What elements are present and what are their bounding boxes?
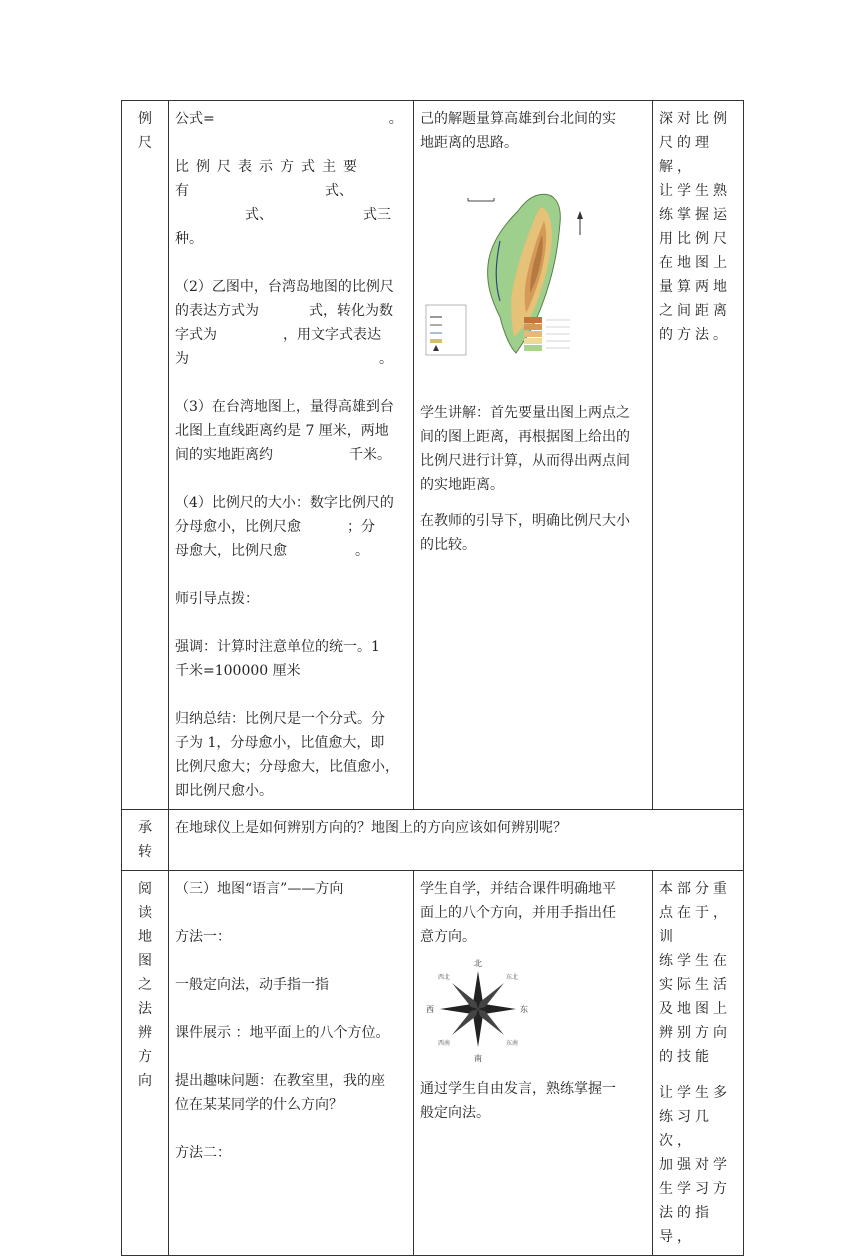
guide-line-2: 的比较。 [420,537,476,553]
method-two: 方法二： [175,1145,231,1161]
section-title: （三）地图“语言”——方向 [175,881,344,897]
q3-line-3: 间的实地距离约 千米。 [175,447,391,463]
q3-line-1: （3）在台湾地图上，量得高雄到台 [175,399,394,415]
compass-west-label: 西 [426,1005,434,1014]
design-intent-cell [653,871,744,1256]
summary-line-4: 即比例尺愈小。 [175,783,273,799]
compass-southwest-label: 西南 [437,1040,451,1047]
compass-northeast-label: 东北 [505,974,519,981]
self-study-line-1: 学生自学，并结合课件明确地平 [420,881,616,897]
types-line-1: 比例尺表示方式主要 [175,159,364,175]
row-label-cell [122,810,169,871]
q4-line-3: 母愈大，比例尺愈 。 [175,543,369,559]
table-row-scale [122,101,744,810]
taiwan-map-figure [420,177,620,377]
lesson-plan-table [121,100,744,1256]
student-activity-cell [414,101,653,810]
row-label-direction: 阅 读 地 图 之 法 辨 方 向 [138,881,152,1089]
question-line-2: 位在某某同学的什么方向？ [175,1097,343,1113]
free-speech-line-2: 般定向法。 [420,1105,490,1121]
taiwan-map-image [420,177,620,377]
explain-line-2: 间的图上距离，再根据图上给出的 [420,429,630,445]
method-one: 方法一： [175,929,231,945]
intent-line: 深对比例 [659,111,731,127]
intent-line: 点在于，训 [659,905,731,945]
question-line-1: 提出趣味问题：在教室里，我的座 [175,1073,385,1089]
types-line-2: 有 式、 [175,183,353,199]
intent-line: 练学生在 [659,953,731,969]
intent-line: 量算两地 [659,279,731,295]
q2-line-3: 字式为 ，用文字式表达 [175,327,381,343]
intent-line: 生学习方 [659,1181,731,1197]
self-study-line-3: 意方向。 [420,929,476,945]
compass-southeast-label: 东南 [505,1040,519,1047]
teacher-guide: 师引导点拨： [175,591,259,607]
summary-line-3: 比例尺愈大；分母愈大，比值愈小， [175,759,399,775]
q2-line-2: 的表达方式为 式，转化为数 [175,303,393,319]
student-activity-cell [414,871,653,1256]
intent-line: 法的指导， [659,1205,713,1245]
courseware-line: 课件展示 ：地平面上的八个方位。 [175,1025,390,1041]
explain-line-1: 学生讲解：首先要量出图上两点之 [420,405,630,421]
intent-line: 在地图上 [659,255,731,271]
emphasis-line-2: 千米=100000 厘米 [175,663,301,679]
intent-line: 尺的理解， [659,135,713,175]
q3-line-2: 北图上直线距离约是 7 厘米，两地 [175,423,389,439]
compass-south-label: 南 [474,1054,482,1063]
teacher-activity-cell [169,101,414,810]
table-row-direction [122,871,744,1256]
compass-north-label: 北 [474,959,482,968]
row-label-cell [122,871,169,1256]
q4-line-2: 分母愈小，比例尺愈 ；分 [175,519,375,535]
emphasis-line-1: 强调：计算时注意单位的统一。1 [175,639,380,655]
q2-line-4: 为 。 [175,351,393,367]
row-label-transition: 承 转 [138,820,152,860]
compass-rose-image [420,957,540,1067]
intent-line: 实际生活 [659,977,731,993]
transition-text: 在地球仪上是如何辨别方向的？地图上的方向应该如何辨别呢？ [175,820,567,836]
design-intent-cell [653,101,744,810]
formula-line: 公式= 。 [175,111,403,127]
intent-line: 练习几次， [659,1109,713,1149]
row-label-cell [122,101,169,810]
intent-line: 本部分重 [659,881,731,897]
types-line-3: 式、 式三 [245,207,391,223]
summary-line-2: 子为 1，分母愈小，比值愈大，即 [175,735,385,751]
transition-text-cell [169,810,744,871]
table-row-transition [122,810,744,871]
compass-northwest-label: 西北 [437,974,451,981]
intent-line: 用比例尺 [659,231,731,247]
self-study-line-2: 面上的八个方向，并用手指出任 [420,905,616,921]
intent-line: 辨别方向 [659,1025,731,1041]
explain-line-3: 比例尺进行计算，从而得出两点间 [420,453,630,469]
intent-line: 让学生熟 [659,183,731,199]
summary-line-1: 归纳总结：比例尺是一个分式。分 [175,711,385,727]
intent-line: 及地图上 [659,1001,731,1017]
intent-line: 练掌握运 [659,207,731,223]
intent-line: 的技能 [659,1049,713,1065]
intent-line: 的方法。 [659,327,731,343]
types-line-4: 种。 [175,231,203,247]
q2-line-1: （2）乙图中，台湾岛地图的比例尺 [175,279,394,295]
teacher-activity-cell [169,871,414,1256]
intent-line: 之间距离 [659,303,731,319]
compass-rose [420,957,540,1067]
intro-line-1: 己的解题量算高雄到台北间的实 [420,111,616,127]
compass-east-label: 东 [520,1005,528,1014]
intent-line: 加强对学 [659,1157,731,1173]
intro-line-2: 地距离的思路。 [420,135,518,151]
free-speech-line-1: 通过学生自由发言，熟练掌握一 [420,1081,616,1097]
row-label-scale-text: 例 尺 [138,111,152,151]
general-orientation: 一般定向法，动手指一指 [175,977,329,993]
intent-line: 让学生多 [659,1085,731,1101]
explain-line-4: 的实地距离。 [420,477,504,493]
q4-line-1: （4）比例尺的大小：数字比例尺的 [175,495,394,511]
guide-line-1: 在教师的引导下，明确比例尺大小 [420,513,630,529]
